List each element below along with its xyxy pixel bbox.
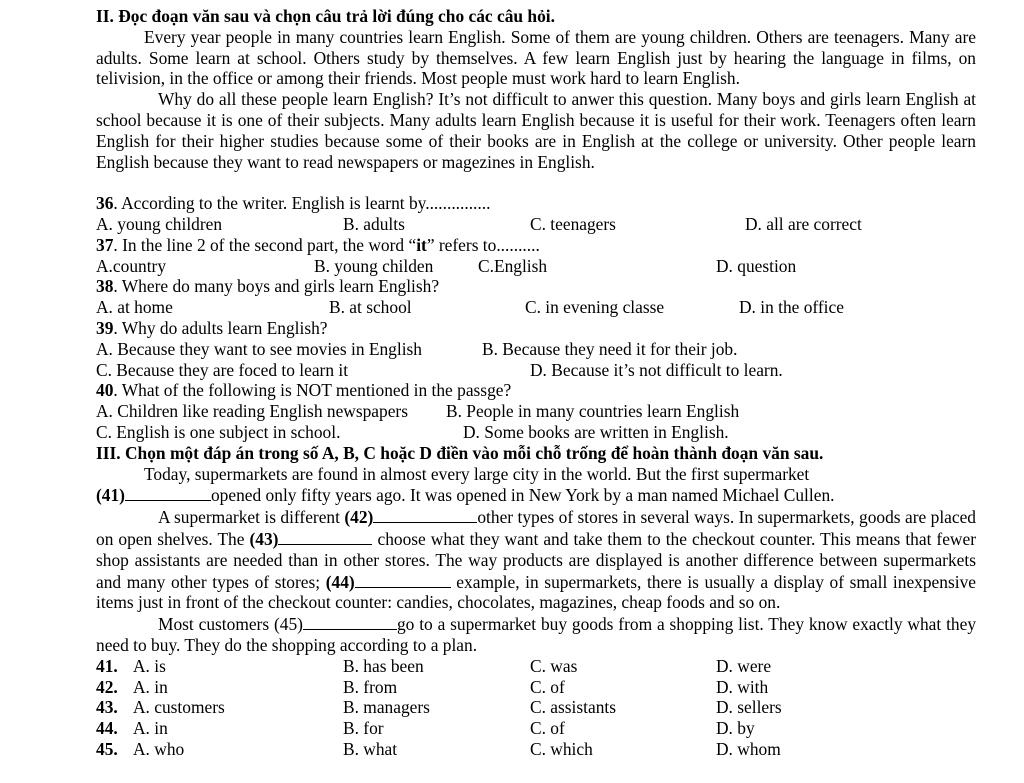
option-b[interactable]: B. managers [343, 697, 430, 718]
question-36: 36. According to the writer. English is learnt by............... [96, 193, 491, 214]
option-a[interactable]: A. is [133, 655, 166, 676]
blank-42[interactable] [373, 506, 477, 523]
question-40: 40. What of the following is NOT mentioned in the passge? [96, 380, 512, 401]
option-d[interactable]: D. with [716, 676, 769, 697]
option-a[interactable]: A. in [133, 718, 168, 739]
question-37-options [96, 256, 976, 277]
section-2-title: II. Đọc đoạn văn sau và chọn câu trả lời đúng cho các câu hỏi. [96, 6, 555, 26]
option-b[interactable]: B. has been [343, 655, 424, 676]
option-d[interactable]: D. by [716, 718, 755, 739]
option-b[interactable]: B. adults [343, 213, 405, 234]
answer-number: 43. [96, 697, 118, 718]
question-37: 37. In the line 2 of the second part, the word “it” refers to.......... [96, 234, 540, 255]
cloze-paragraph-1: Today, supermarkets are found in almost every large city in the world. But the first supermarket [144, 463, 810, 484]
option-c[interactable]: C. teenagers [530, 213, 616, 234]
option-c[interactable]: C. was [530, 655, 578, 676]
option-d[interactable]: D. Some books are written in English. [463, 421, 729, 442]
blank-44[interactable] [355, 571, 451, 588]
question-38: 38. Where do many boys and girls learn English? [96, 276, 440, 297]
option-c[interactable]: C. assistants [530, 697, 616, 718]
option-a[interactable]: A. Because they want to see movies in English [96, 338, 423, 359]
option-b[interactable]: B. at school [329, 297, 412, 318]
option-d[interactable]: D. all are correct [745, 213, 862, 234]
option-c[interactable]: C. of [530, 676, 565, 697]
question-36-options [96, 214, 976, 235]
blank-43[interactable] [278, 528, 372, 545]
option-a[interactable]: A. at home [96, 297, 173, 318]
reading-paragraph-1: Every year people in many countries learn English. Some of them are young children. Others are teenagers. Many are adults. Some learn at school. Others study by themselves. A few learn English just by hearing the language in films, on telivision, in the office or among their friends. Most people must work hard to learn English. [96, 26, 976, 89]
cloze-paragraph-2: A supermarket is different (42) other types of stores in several ways. In supermarkets, goods are placed on open shelves. The (43) choose what they want and take them to the checkout counter. This means that fewer shop assistants are needed than in other stores. The way products are displayed is another difference between supermarkets and many other types of stores; (44) example, in supermarkets, there is usually a display of small inexpensive items just in front of the checkout counter: candies, chocolates, magazines, cheap foods and so on. [96, 507, 976, 613]
option-a[interactable]: A. young children [96, 213, 223, 234]
option-c[interactable]: C. of [530, 718, 565, 739]
answer-row-43 [96, 697, 976, 718]
answer-row-41 [96, 656, 976, 677]
option-b[interactable]: B. Because they need it for their job. [482, 338, 738, 359]
section-3-title: III. Chọn một đáp án trong số A, B, C hoặc D điền vào mỗi chỗ trống để hoàn thành đoạn văn sau. [96, 442, 824, 463]
option-a[interactable]: A. Children like reading English newspapers [96, 401, 408, 422]
cloze-paragraph-1-cont: (41) opened only fifty years ago. It was opened in New York by a man named Michael Cullen. [96, 485, 835, 506]
option-b[interactable]: B. for [343, 718, 384, 739]
option-c[interactable]: C. which [530, 738, 593, 759]
question-39-options-ab [96, 339, 976, 360]
question-40-options-cd [96, 422, 976, 443]
option-a[interactable]: A. in [133, 676, 168, 697]
question-39: 39. Why do adults learn English? [96, 317, 328, 338]
option-c[interactable]: C. English is one subject in school. [96, 421, 341, 442]
question-39-options-cd [96, 360, 976, 381]
answer-number: 41. [96, 655, 118, 676]
option-d[interactable]: D. whom [716, 738, 781, 759]
option-d[interactable]: D. in the office [739, 297, 844, 318]
answer-number: 42. [96, 676, 118, 697]
question-38-options [96, 297, 976, 318]
option-b[interactable]: B. People in many countries learn English [446, 401, 740, 422]
option-c[interactable]: C.English [478, 255, 548, 276]
spacer [96, 172, 976, 193]
blank-41[interactable] [125, 484, 211, 501]
answer-number: 44. [96, 718, 118, 739]
option-b[interactable]: B. what [343, 738, 398, 759]
option-d[interactable]: D. question [716, 255, 797, 276]
option-a[interactable]: A.country [96, 255, 167, 276]
option-c[interactable]: C. Because they are foced to learn it [96, 359, 349, 380]
option-a[interactable]: A. who [133, 738, 185, 759]
option-d[interactable]: D. sellers [716, 697, 782, 718]
question-40-options-ab [96, 401, 976, 422]
blank-45[interactable] [303, 613, 397, 630]
answer-row-44 [96, 718, 976, 739]
option-b[interactable]: B. from [343, 676, 398, 697]
cloze-paragraph-3: Most customers (45) go to a supermarket buy goods from a shopping list. They know exactly what they need to buy. They do the shopping according to a plan. [96, 614, 977, 655]
answer-number: 45. [96, 738, 118, 759]
reading-paragraph-2: Why do all these people learn English? It’s not difficult to anwer this question. Many boys and girls learn English at school because it is one of their subjects. Many adults learn English because it is useful for their work. Teenagers often learn English for their higher studies because some of their books are in English at the college or university. Other people learn English because they want to read newspapers or magezines in English. [96, 89, 976, 172]
option-c[interactable]: C. in evening classe [525, 297, 665, 318]
answer-row-42 [96, 677, 976, 698]
option-b[interactable]: B. young childen [314, 255, 434, 276]
answer-row-45 [96, 739, 976, 760]
option-d[interactable]: D. Because it’s not difficult to learn. [530, 359, 783, 380]
option-a[interactable]: A. customers [133, 697, 225, 718]
option-d[interactable]: D. were [716, 655, 772, 676]
